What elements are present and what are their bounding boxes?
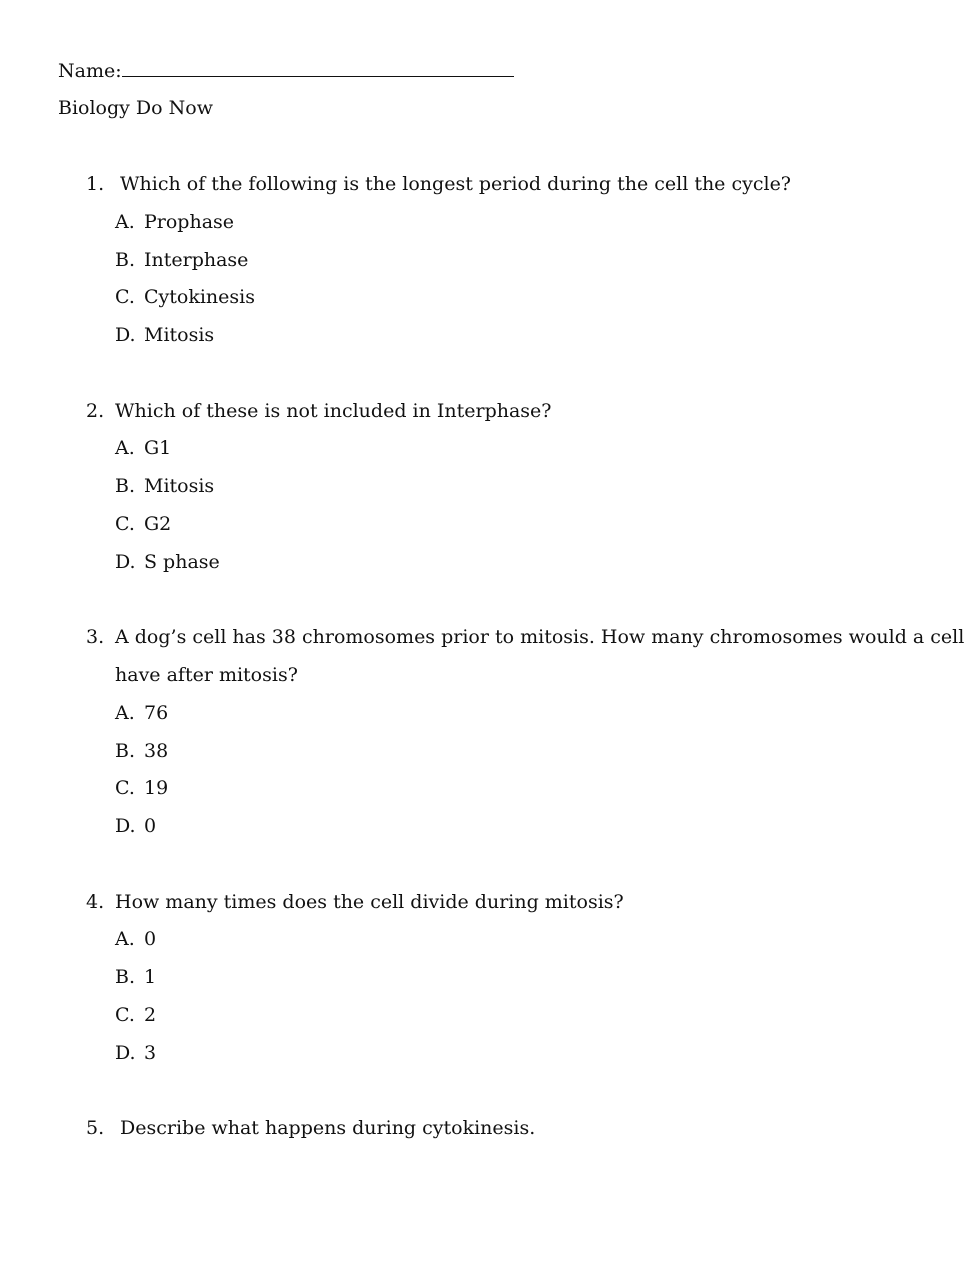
option-letter: C. (115, 777, 135, 799)
option-letter: B. (115, 740, 136, 762)
question-text: A dog’s cell has 38 chromosomes prior to mitosis. How many chromosomes would a cell (115, 626, 965, 648)
option-text: 0 (144, 815, 157, 837)
option-text: Cytokinesis (144, 286, 255, 308)
question-number: 3. (86, 626, 105, 648)
option-text: 76 (144, 702, 169, 724)
option-letter: A. (115, 437, 135, 459)
page-title: Biology Do Now (58, 97, 213, 119)
option-letter: D. (115, 324, 136, 346)
name-field[interactable] (58, 58, 514, 82)
option-text: Mitosis (144, 324, 215, 346)
option-letter: D. (115, 815, 136, 837)
name-blank-line[interactable] (122, 58, 514, 77)
question-text: Which of the following is the longest period during the cell the cycle? (120, 173, 791, 195)
option-text: 38 (144, 740, 169, 762)
option-text: S phase (144, 551, 220, 573)
question-text-continued: have after mitosis? (115, 664, 298, 686)
question-text: Describe what happens during cytokinesis. (120, 1117, 536, 1139)
option-letter: B. (115, 475, 136, 497)
option-text: 3 (144, 1042, 157, 1064)
option-text: 1 (144, 966, 157, 988)
option-text: G1 (144, 437, 172, 459)
option-text: 19 (144, 777, 169, 799)
option-letter: A. (115, 211, 135, 233)
option-letter: B. (115, 249, 136, 271)
option-letter: B. (115, 966, 136, 988)
option-letter: C. (115, 1004, 135, 1026)
option-text: 0 (144, 928, 157, 950)
name-label: Name: (58, 60, 122, 82)
option-text: Prophase (144, 211, 235, 233)
question-number: 2. (86, 400, 105, 422)
question-number: 5. (86, 1117, 105, 1139)
question-number: 1. (86, 173, 105, 195)
option-text: G2 (144, 513, 172, 535)
question-number: 4. (86, 891, 105, 913)
option-letter: C. (115, 513, 135, 535)
question-text: Which of these is not included in Interphase? (115, 400, 552, 422)
option-letter: C. (115, 286, 135, 308)
option-text: Interphase (144, 249, 249, 271)
option-text: Mitosis (144, 475, 215, 497)
option-letter: A. (115, 928, 135, 950)
option-letter: A. (115, 702, 135, 724)
option-letter: D. (115, 1042, 136, 1064)
option-text: 2 (144, 1004, 157, 1026)
option-letter: D. (115, 551, 136, 573)
question-text: How many times does the cell divide during mitosis? (115, 891, 624, 913)
